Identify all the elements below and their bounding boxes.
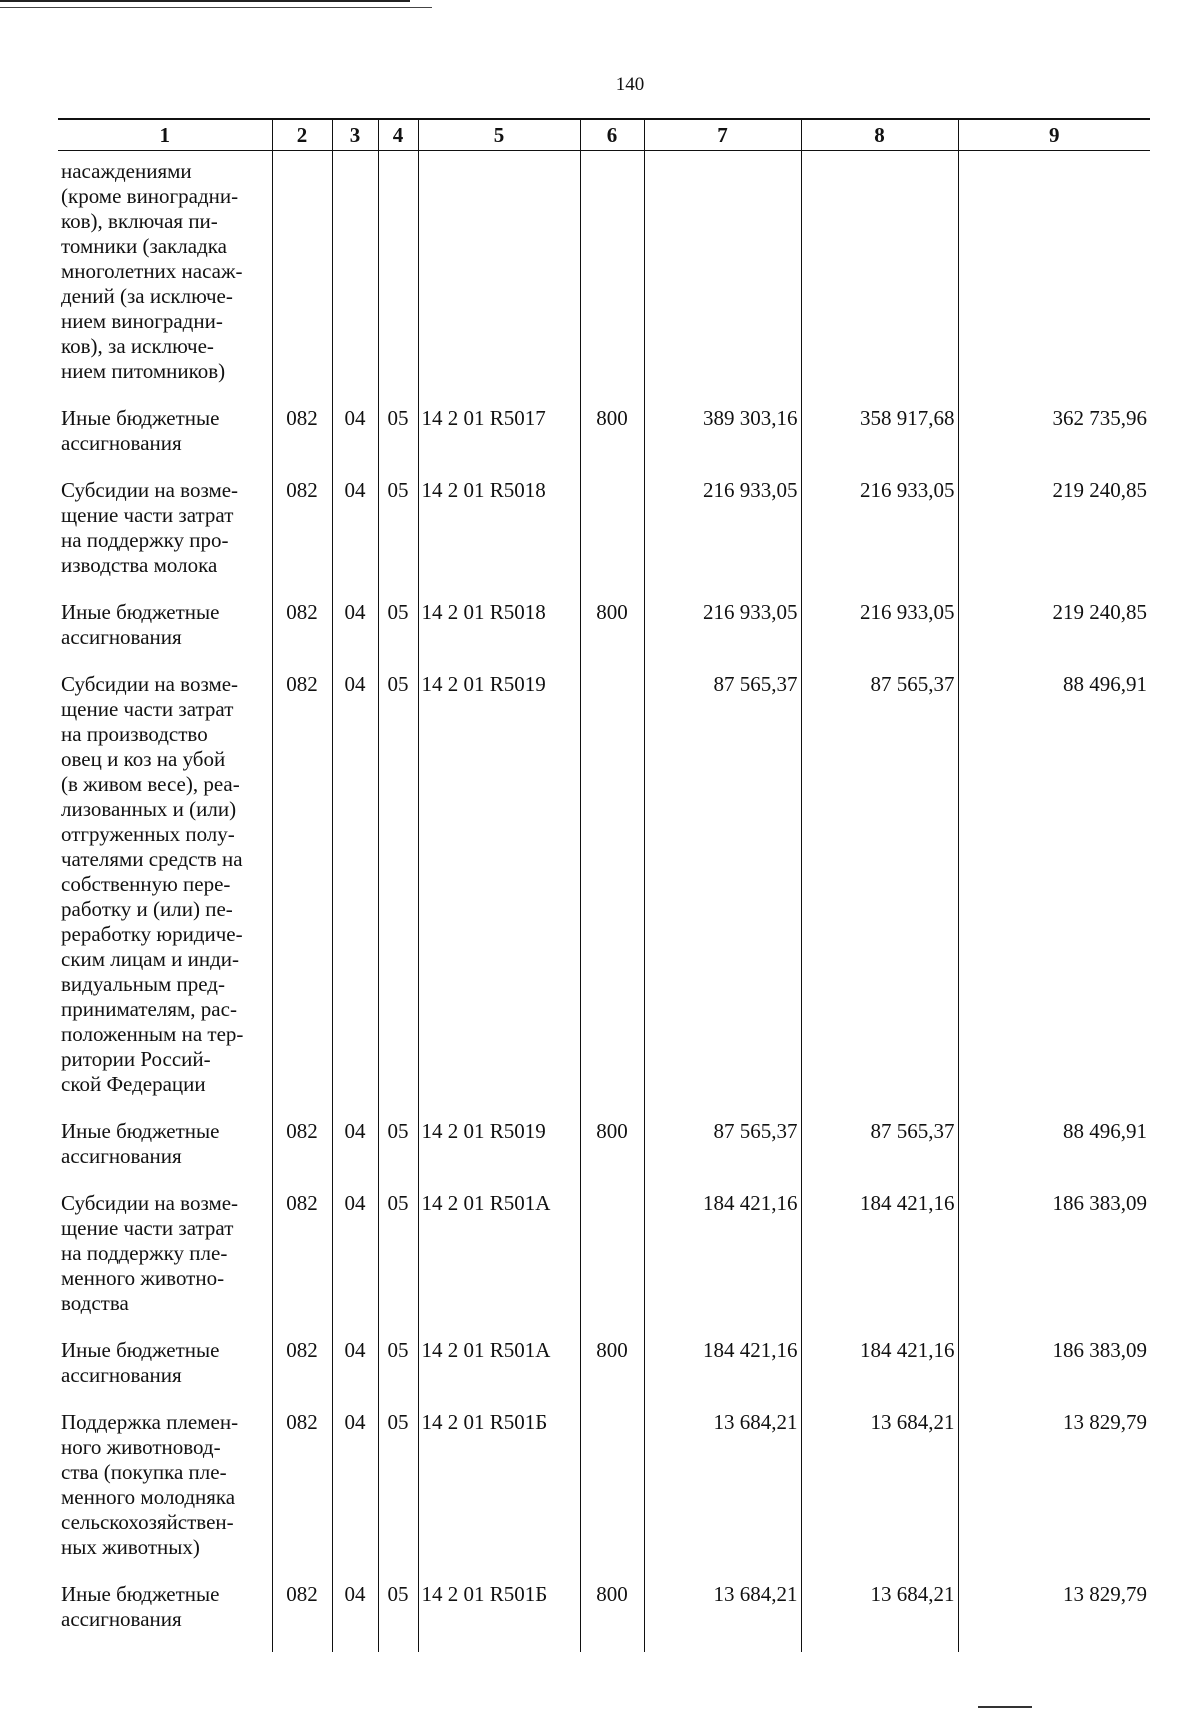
section-cell: 04 (332, 476, 378, 598)
row-name-line: ассигнования (61, 1144, 182, 1168)
amount-col8-cell: 184 421,16 (801, 1336, 958, 1408)
header-row (58, 119, 1150, 151)
row-name-line: Субсидии на возме- (61, 478, 239, 502)
amount-col9-cell: 186 383,09 (958, 1336, 1150, 1408)
target-article-cell: 14 2 01 R501A (418, 1336, 580, 1408)
expense-type-cell: 800 (580, 1117, 644, 1189)
expense-type-cell (580, 1408, 644, 1580)
column-header-5: 5 (418, 119, 580, 151)
amount-col8-cell: 87 565,37 (801, 670, 958, 1117)
amount-col8-cell: 13 684,21 (801, 1580, 958, 1652)
row-name-line: ков), за исключе- (61, 334, 214, 358)
column-header-4: 4 (378, 119, 418, 151)
expense-type-cell (580, 476, 644, 598)
target-article-cell: 14 2 01 R5018 (418, 476, 580, 598)
row-name-line: ским лицам и инди- (61, 947, 239, 971)
row-name-cell (58, 151, 272, 405)
amount-col8-cell: 184 421,16 (801, 1189, 958, 1336)
target-article-cell: 14 2 01 R5017 (418, 404, 580, 476)
row-name-line: чателями средств на (61, 847, 243, 871)
row-name-line: принимателям, рас- (61, 997, 237, 1021)
row-name-line: ассигнования (61, 1363, 182, 1387)
row-name-line: водства (61, 1291, 129, 1315)
admin-code-cell: 082 (272, 1580, 332, 1652)
amount-col7-cell: 13 684,21 (644, 1408, 801, 1580)
budget-table (58, 118, 1150, 1652)
row-name-cell (58, 1580, 272, 1652)
table-header (58, 119, 1150, 151)
expense-type-cell: 800 (580, 1580, 644, 1652)
section-cell: 04 (332, 598, 378, 670)
row-name-line: дений (за исключе- (61, 284, 233, 308)
row-name-line: нием виноградни- (61, 309, 223, 333)
subsection-cell: 05 (378, 1117, 418, 1189)
section-cell: 04 (332, 1117, 378, 1189)
top-edge-rule (0, 0, 410, 2)
row-name-line: на поддержку про- (61, 528, 229, 552)
column-header-8: 8 (801, 119, 958, 151)
page-number: 140 (615, 74, 645, 95)
row-name-line: Иные бюджетные (61, 406, 220, 430)
row-name-line: многолетних насаж- (61, 259, 243, 283)
row-name-line: менного животно- (61, 1266, 225, 1290)
row-name-line: на производство (61, 722, 208, 746)
admin-code-cell: 082 (272, 598, 332, 670)
row-name-line: щение части затрат (61, 1216, 234, 1240)
row-name-cell (58, 1117, 272, 1189)
row-name-line: видуальным пред- (61, 972, 225, 996)
table-row (58, 1580, 1150, 1652)
section-cell: 04 (332, 1336, 378, 1408)
row-name-line: работку и (или) пе- (61, 897, 233, 921)
table-row (58, 1408, 1150, 1580)
row-name-line: (кроме виноградни- (61, 184, 239, 208)
row-name-line: ритории Россий- (61, 1047, 211, 1071)
row-name-line: лизованных и (или) (61, 797, 237, 821)
row-name-cell (58, 1408, 272, 1580)
subsection-cell: 05 (378, 404, 418, 476)
row-name-cell (58, 1189, 272, 1336)
column-header-2: 2 (272, 119, 332, 151)
amount-col9-cell: 362 735,96 (958, 404, 1150, 476)
table-row (58, 1117, 1150, 1189)
column-header-1: 1 (58, 119, 272, 151)
row-name-line: щение части затрат (61, 697, 234, 721)
amount-col9-cell: 219 240,85 (958, 598, 1150, 670)
amount-col9-cell (958, 151, 1150, 405)
table-row (58, 670, 1150, 1117)
row-name-line: Иные бюджетные (61, 600, 220, 624)
row-name-cell (58, 476, 272, 598)
amount-col8-cell: 358 917,68 (801, 404, 958, 476)
row-name-line: собственную пере- (61, 872, 231, 896)
admin-code-cell: 082 (272, 476, 332, 598)
expense-type-cell: 800 (580, 598, 644, 670)
table-body (58, 151, 1150, 1653)
section-cell (332, 151, 378, 405)
admin-code-cell: 082 (272, 1117, 332, 1189)
amount-col7-cell: 87 565,37 (644, 670, 801, 1117)
row-name-line: овец и коз на убой (61, 747, 226, 771)
amount-col9-cell: 13 829,79 (958, 1408, 1150, 1580)
table-row (58, 404, 1150, 476)
table-row (58, 1189, 1150, 1336)
expense-type-cell (580, 151, 644, 405)
row-name-line: ассигнования (61, 431, 182, 455)
amount-col9-cell: 13 829,79 (958, 1580, 1150, 1652)
row-name-cell (58, 598, 272, 670)
row-name-line: насаждениями (61, 159, 192, 183)
row-name-line: Иные бюджетные (61, 1119, 220, 1143)
section-cell: 04 (332, 1189, 378, 1336)
amount-col8-cell: 216 933,05 (801, 598, 958, 670)
amount-col9-cell: 219 240,85 (958, 476, 1150, 598)
target-article-cell (418, 151, 580, 405)
expense-type-cell: 800 (580, 404, 644, 476)
row-name-cell (58, 1336, 272, 1408)
bottom-edge-rule (978, 1706, 1032, 1708)
amount-col7-cell: 389 303,16 (644, 404, 801, 476)
admin-code-cell: 082 (272, 404, 332, 476)
amount-col7-cell: 87 565,37 (644, 1117, 801, 1189)
column-header-6: 6 (580, 119, 644, 151)
row-name-line: ства (покупка пле- (61, 1460, 227, 1484)
row-name-line: томники (закладка (61, 234, 227, 258)
amount-col8-cell (801, 151, 958, 405)
row-name-line: ассигнования (61, 1607, 182, 1631)
row-name-line: ного животновод- (61, 1435, 221, 1459)
row-name-line: нием питомников) (61, 359, 226, 383)
target-article-cell: 14 2 01 R5018 (418, 598, 580, 670)
amount-col9-cell: 186 383,09 (958, 1189, 1150, 1336)
subsection-cell: 05 (378, 476, 418, 598)
row-name-line: Субсидии на возме- (61, 1191, 239, 1215)
row-name-line: реработку юридиче- (61, 922, 243, 946)
row-name-line: изводства молока (61, 553, 218, 577)
section-cell: 04 (332, 1580, 378, 1652)
table-row (58, 151, 1150, 405)
amount-col8-cell: 216 933,05 (801, 476, 958, 598)
row-name-line: сельскохозяйствен- (61, 1510, 234, 1534)
admin-code-cell (272, 151, 332, 405)
row-name-line: положенным на тер- (61, 1022, 244, 1046)
subsection-cell: 05 (378, 1336, 418, 1408)
row-name-line: щение части затрат (61, 503, 234, 527)
subsection-cell: 05 (378, 598, 418, 670)
row-name-line: ассигнования (61, 625, 182, 649)
subsection-cell (378, 151, 418, 405)
subsection-cell: 05 (378, 1189, 418, 1336)
amount-col7-cell (644, 151, 801, 405)
row-name-line: Субсидии на возме- (61, 672, 239, 696)
amount-col9-cell: 88 496,91 (958, 670, 1150, 1117)
row-name-line: на поддержку пле- (61, 1241, 228, 1265)
target-article-cell: 14 2 01 R501A (418, 1189, 580, 1336)
row-name-line: Иные бюджетные (61, 1582, 220, 1606)
section-cell: 04 (332, 404, 378, 476)
section-cell: 04 (332, 1408, 378, 1580)
row-name-cell (58, 404, 272, 476)
column-header-3: 3 (332, 119, 378, 151)
amount-col7-cell: 13 684,21 (644, 1580, 801, 1652)
row-name-line: Поддержка племен- (61, 1410, 239, 1434)
admin-code-cell: 082 (272, 1408, 332, 1580)
subsection-cell: 05 (378, 1408, 418, 1580)
row-name-line: ных животных) (61, 1535, 200, 1559)
target-article-cell: 14 2 01 R501Б (418, 1408, 580, 1580)
row-name-line: отгруженных полу- (61, 822, 235, 846)
subsection-cell: 05 (378, 670, 418, 1117)
expense-type-cell: 800 (580, 1336, 644, 1408)
row-name-line: (в живом весе), реа- (61, 772, 240, 796)
amount-col8-cell: 87 565,37 (801, 1117, 958, 1189)
target-article-cell: 14 2 01 R5019 (418, 1117, 580, 1189)
row-name-line: ков), включая пи- (61, 209, 218, 233)
table-row (58, 476, 1150, 598)
admin-code-cell: 082 (272, 1336, 332, 1408)
admin-code-cell: 082 (272, 1189, 332, 1336)
target-article-cell: 14 2 01 R501Б (418, 1580, 580, 1652)
column-header-9: 9 (958, 119, 1150, 151)
row-name-line: менного молодняка (61, 1485, 236, 1509)
table-row (58, 598, 1150, 670)
amount-col7-cell: 184 421,16 (644, 1336, 801, 1408)
subsection-cell: 05 (378, 1580, 418, 1652)
row-name-line: ской Федерации (61, 1072, 206, 1096)
amount-col7-cell: 216 933,05 (644, 598, 801, 670)
top-edge-rule-secondary (0, 7, 432, 8)
table-row (58, 1336, 1150, 1408)
amount-col7-cell: 184 421,16 (644, 1189, 801, 1336)
row-name-line: Иные бюджетные (61, 1338, 220, 1362)
section-cell: 04 (332, 670, 378, 1117)
row-name-cell (58, 670, 272, 1117)
amount-col8-cell: 13 684,21 (801, 1408, 958, 1580)
amount-col9-cell: 88 496,91 (958, 1117, 1150, 1189)
admin-code-cell: 082 (272, 670, 332, 1117)
target-article-cell: 14 2 01 R5019 (418, 670, 580, 1117)
expense-type-cell (580, 670, 644, 1117)
amount-col7-cell: 216 933,05 (644, 476, 801, 598)
column-header-7: 7 (644, 119, 801, 151)
expense-type-cell (580, 1189, 644, 1336)
